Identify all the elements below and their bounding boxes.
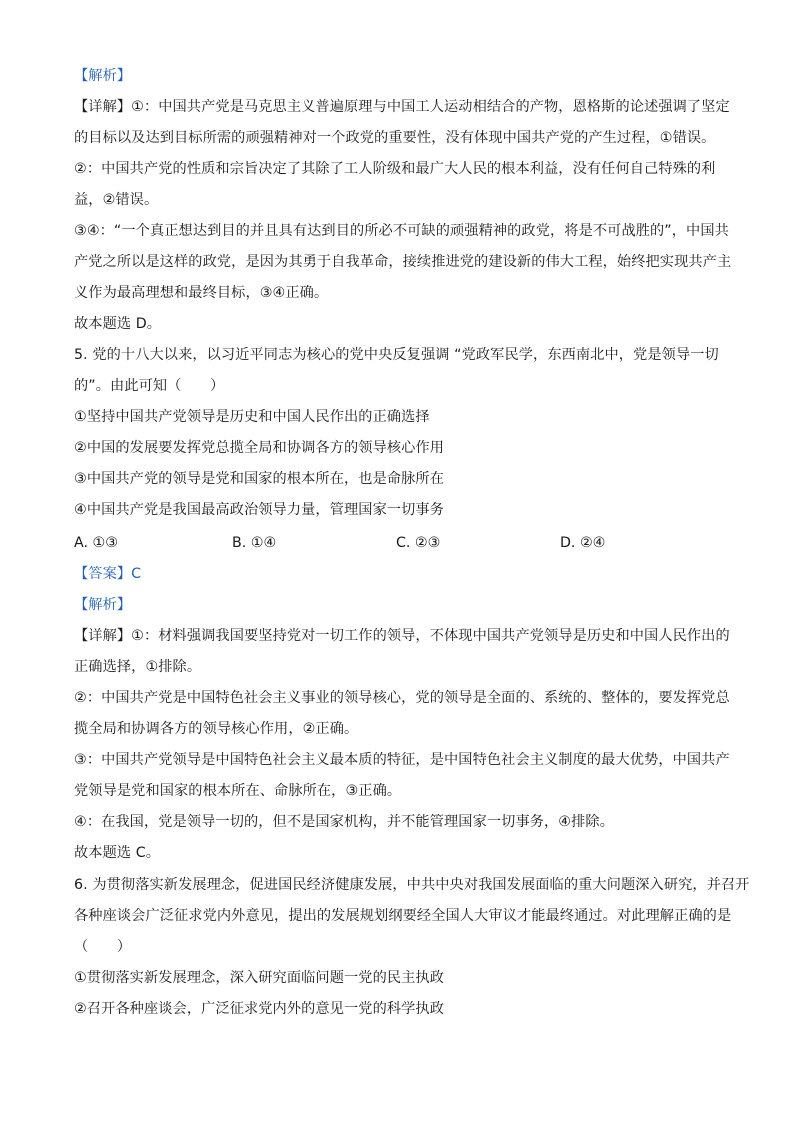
text-line: 正确选择，①排除。 — [74, 659, 202, 675]
question-5-item: ③中国共产党的领导是党和国家的根本所在，也是命脉所在 — [74, 471, 445, 487]
text-line: 故本题选 C。 — [74, 845, 161, 861]
text-line: ④：在我国，党是领导一切的，但不是国家机构，并不能管理国家一切事务，④排除。 — [74, 814, 614, 830]
question-6-stem: （ ） — [74, 939, 132, 955]
question-5-item: ①坚持中国共产党领导是历史和中国人民作出的正确选择 — [74, 409, 430, 425]
question-6-item: ①贯彻落实新发展理念，深入研究面临问题一党的民主执政 — [74, 970, 445, 986]
question-6-item: ②召开各种座谈会，广泛征求党内外的意见一党的科学执政 — [74, 1001, 445, 1017]
text-line: 故本题选 D。 — [74, 316, 162, 332]
option-a: A. ①③ — [74, 535, 118, 551]
text-line: ③④：“一个真正想达到目的并且具有达到目的所必不可缺的顽强精神的政党，将是不可战胜的”，中国共 — [74, 223, 729, 239]
text-line: ②：中国共产党的性质和宗旨决定了其除了工人阶级和最广大人民的根本利益，没有任何自己特殊的利 — [74, 161, 716, 177]
text-line: 的目标以及达到目标所需的顽强精神对一个政党的重要性，没有体现中国共产党的产生过程，①错误。 — [74, 130, 716, 146]
answer-heading: 【答案】C — [74, 566, 142, 582]
question-5-stem: 的”。由此可知（ ） — [74, 378, 225, 394]
option-d: D. ②④ — [560, 535, 606, 551]
question-5-item: ④中国共产党是我国最高政治领导力量，管理国家一切事务 — [74, 502, 445, 518]
question-5-item: ②中国的发展要发挥党总揽全局和协调各方的领导核心作用 — [74, 440, 445, 456]
question-6-stem: 6. 为贯彻落实新发展理念，促进国民经济健康发展，中共中央对我国发展面临的重大问题深入研究，并召开 — [74, 877, 750, 893]
text-line: 【详解】①：中国共产党是马克思主义普遍原理与中国工人运动相结合的产物，恩格斯的论述强调了坚定 — [74, 99, 730, 115]
text-line: 党领导是党和国家的根本所在、命脉所在，③正确。 — [74, 783, 402, 799]
option-c: C. ②③ — [396, 535, 441, 551]
question-6-stem: 各种座谈会广泛征求党内外意见，提出的发展规划纲要经全国人大审议才能最终通过。对此理解正确的是 — [74, 908, 732, 924]
text-line: 益，②错误。 — [74, 192, 159, 208]
analysis-heading: 【解析】 — [74, 68, 132, 84]
analysis-heading: 【解析】 — [74, 597, 132, 613]
text-line: ②：中国共产党是中国特色社会主义事业的领导核心，党的领导是全面的、系统的、整体的，要发挥党总 — [74, 690, 730, 706]
text-line: 产党之所以是这样的政党，是因为其勇于自我革命，接续推进党的建设新的伟大工程，始终把实现共产主 — [74, 254, 732, 270]
question-5-stem: 5. 党的十八大以来，以习近平同志为核心的党中央反复强调 “党政军民学，东西南北中，党是领导一切 — [74, 347, 719, 363]
text-line: 揽全局和协调各方的领导核心作用，②正确。 — [74, 721, 359, 737]
text-line: 【详解】①：材料强调我国要坚持党对一切工作的领导，不体现中国共产党领导是历史和中国人民作出的 — [74, 628, 730, 644]
text-line: ③：中国共产党领导是中国特色社会主义最本质的特征，是中国特色社会主义制度的最大优势，中国共产 — [74, 752, 730, 768]
option-b: B. ①④ — [232, 535, 277, 551]
text-line: 义作为最高理想和最终目标，③④正确。 — [74, 285, 329, 301]
